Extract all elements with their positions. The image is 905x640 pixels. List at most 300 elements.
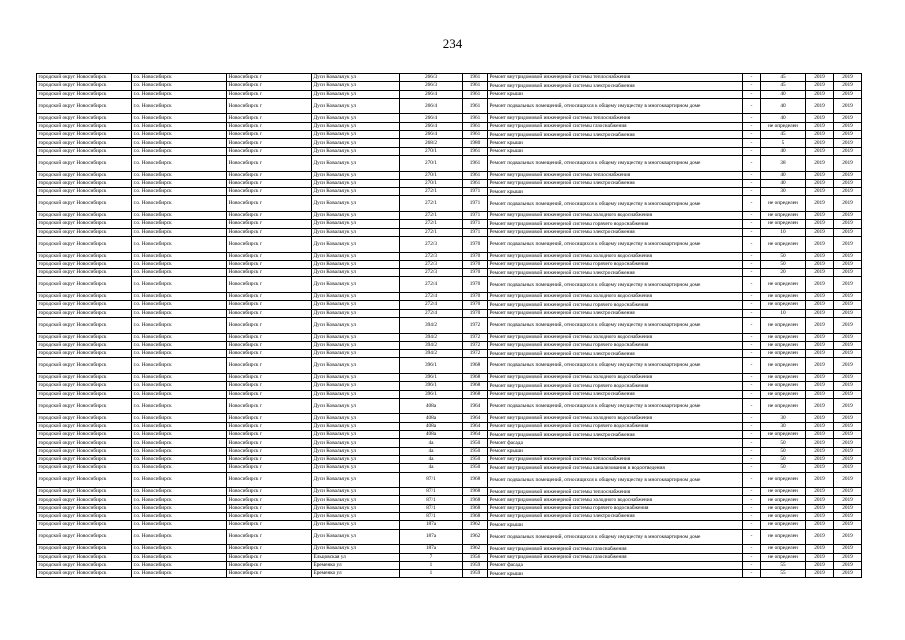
table-row	[37, 301, 862, 309]
amount-cell: не определен	[761, 431, 806, 439]
year-start-cell: 2019	[806, 472, 834, 488]
settlement-cell: г.о. Новосибирск	[132, 98, 227, 114]
amount-cell: не определен	[761, 220, 806, 228]
locality-cell: Новосибирск г	[227, 301, 312, 309]
municipality-cell: городской округ Новосибирск	[37, 333, 132, 341]
year-start-cell: 2019	[806, 293, 834, 301]
amount-cell: не определен	[761, 341, 806, 349]
locality-cell: Новосибирск г	[227, 422, 312, 430]
year-end-cell: 2019	[834, 529, 862, 545]
street-cell: Дуси Ковальчук ул	[312, 179, 400, 187]
house-cell: 1	[400, 561, 463, 569]
locality-cell: Новосибирск г	[227, 561, 312, 569]
locality-cell: Новосибирск г	[227, 131, 312, 139]
street-cell: Дуси Ковальчук ул	[312, 188, 400, 196]
work-type-cell: Ремонт внутридомовой инженерной системы холодного водоснабжения	[488, 496, 743, 504]
year-end-cell: 2019	[834, 301, 862, 309]
municipality-cell: городской округ Новосибирск	[37, 179, 132, 187]
year-end-cell: 2019	[834, 545, 862, 553]
municipality-cell: городской округ Новосибирск	[37, 488, 132, 496]
table-row	[37, 390, 862, 398]
municipality-cell: городской округ Новосибирск	[37, 114, 132, 122]
work-type-cell: Ремонт внутридомовой инженерной системы электроснабжения	[488, 82, 743, 90]
year-end-cell: 2019	[834, 521, 862, 529]
locality-cell: Новосибирск г	[227, 488, 312, 496]
table-row	[37, 317, 862, 333]
table-row	[37, 220, 862, 228]
year-built-cell: 1964	[463, 398, 488, 414]
year-end-cell: 2019	[834, 333, 862, 341]
house-cell: 266/4	[400, 98, 463, 114]
table-row	[37, 212, 862, 220]
table-row	[37, 553, 862, 561]
table-row	[37, 350, 862, 358]
table-row	[37, 521, 862, 529]
year-end-cell: 2019	[834, 196, 862, 212]
street-cell: Дуси Ковальчук ул	[312, 252, 400, 260]
dash-cell: -	[743, 431, 761, 439]
settlement-cell: г.о. Новосибирск	[132, 309, 227, 317]
municipality-cell: городской округ Новосибирск	[37, 472, 132, 488]
table-row	[37, 561, 862, 569]
dash-cell: -	[743, 504, 761, 512]
street-cell: Дуси Ковальчук ул	[312, 382, 400, 390]
amount-cell: 40	[761, 171, 806, 179]
settlement-cell: г.о. Новосибирск	[132, 196, 227, 212]
settlement-cell: г.о. Новосибирск	[132, 504, 227, 512]
table-row	[37, 373, 862, 381]
settlement-cell: г.о. Новосибирск	[132, 188, 227, 196]
amount-cell: не определен	[761, 350, 806, 358]
settlement-cell: г.о. Новосибирск	[132, 382, 227, 390]
street-cell: Дуси Ковальчук ул	[312, 455, 400, 463]
table-row	[37, 431, 862, 439]
table-row	[37, 472, 862, 488]
settlement-cell: г.о. Новосибирск	[132, 114, 227, 122]
amount-cell: 40	[761, 98, 806, 114]
work-type-cell: Ремонт внутридомовой инженерной системы электроснабжения	[488, 350, 743, 358]
amount-cell: не определен	[761, 301, 806, 309]
locality-cell: Новосибирск г	[227, 341, 312, 349]
street-cell: Дуси Ковальчук ул	[312, 293, 400, 301]
amount-cell: 50	[761, 455, 806, 463]
work-type-cell: Ремонт внутридомовой инженерной системы холодного водоснабжения	[488, 414, 743, 422]
settlement-cell: г.о. Новосибирск	[132, 122, 227, 130]
year-start-cell: 2019	[806, 561, 834, 569]
municipality-cell: городской округ Новосибирск	[37, 341, 132, 349]
amount-cell: не определен	[761, 390, 806, 398]
street-cell: Дуси Ковальчук ул	[312, 439, 400, 447]
municipality-cell: городской округ Новосибирск	[37, 382, 132, 390]
amount-cell: не определен	[761, 333, 806, 341]
year-end-cell: 2019	[834, 398, 862, 414]
work-type-cell: Ремонт крыши	[488, 90, 743, 98]
amount-cell: не определен	[761, 293, 806, 301]
table-row	[37, 228, 862, 236]
amount-cell: 45	[761, 82, 806, 90]
year-start-cell: 2019	[806, 439, 834, 447]
year-start-cell: 2019	[806, 358, 834, 374]
work-type-cell: Ремонт внутридомовой инженерной системы газоснабжения	[488, 553, 743, 561]
street-cell: Дуси Ковальчук ул	[312, 98, 400, 114]
dash-cell: -	[743, 252, 761, 260]
year-end-cell: 2019	[834, 373, 862, 381]
table-row	[37, 147, 862, 155]
year-built-cell: 1970	[463, 260, 488, 268]
municipality-cell: городской округ Новосибирск	[37, 496, 132, 504]
settlement-cell: г.о. Новосибирск	[132, 373, 227, 381]
street-cell: Ельцовская ул	[312, 553, 400, 561]
street-cell: Дуси Ковальчук ул	[312, 196, 400, 212]
house-cell: 408а	[400, 414, 463, 422]
work-type-cell: Ремонт подвальных помещений, относящихся к общему имуществу в многоквартирном доме	[488, 358, 743, 374]
amount-cell: не определен	[761, 529, 806, 545]
municipality-cell: городской округ Новосибирск	[37, 561, 132, 569]
locality-cell: Новосибирск г	[227, 252, 312, 260]
year-built-cell: 1959	[463, 561, 488, 569]
year-built-cell: 1972	[463, 341, 488, 349]
municipality-cell: городской округ Новосибирск	[37, 228, 132, 236]
house-cell: 270/1	[400, 171, 463, 179]
year-start-cell: 2019	[806, 390, 834, 398]
dash-cell: -	[743, 390, 761, 398]
work-type-cell: Ремонт подвальных помещений, относящихся к общему имуществу в многоквартирном доме	[488, 236, 743, 252]
street-cell: Дуси Ковальчук ул	[312, 431, 400, 439]
dash-cell: -	[743, 553, 761, 561]
amount-cell: не определен	[761, 472, 806, 488]
municipality-cell: городской округ Новосибирск	[37, 464, 132, 472]
year-built-cell: 1970	[463, 301, 488, 309]
year-end-cell: 2019	[834, 74, 862, 82]
street-cell: Дуси Ковальчук ул	[312, 545, 400, 553]
settlement-cell: г.о. Новосибирск	[132, 236, 227, 252]
work-type-cell: Ремонт внутридомовой инженерной системы горячего водоснабжения	[488, 504, 743, 512]
work-type-cell: Ремонт подвальных помещений, относящихся к общему имуществу в многоквартирном доме	[488, 155, 743, 171]
dash-cell: -	[743, 309, 761, 317]
dash-cell: -	[743, 301, 761, 309]
dash-cell: -	[743, 447, 761, 455]
year-end-cell: 2019	[834, 122, 862, 130]
year-start-cell: 2019	[806, 464, 834, 472]
table-row	[37, 260, 862, 268]
municipality-cell: городской округ Новосибирск	[37, 293, 132, 301]
settlement-cell: г.о. Новосибирск	[132, 447, 227, 455]
dash-cell: -	[743, 570, 761, 578]
street-cell: Дуси Ковальчук ул	[312, 131, 400, 139]
year-built-cell: 1961	[463, 131, 488, 139]
table-row	[37, 82, 862, 90]
year-built-cell: 1968	[463, 472, 488, 488]
year-built-cell: 1962	[463, 545, 488, 553]
dash-cell: -	[743, 317, 761, 333]
table-row	[37, 358, 862, 374]
table-row	[37, 439, 862, 447]
locality-cell: Новосибирск г	[227, 333, 312, 341]
year-built-cell: 1961	[463, 74, 488, 82]
street-cell: Дуси Ковальчук ул	[312, 277, 400, 293]
work-type-cell: Ремонт внутридомовой инженерной системы электроснабжения	[488, 390, 743, 398]
year-start-cell: 2019	[806, 414, 834, 422]
dash-cell: -	[743, 455, 761, 463]
dash-cell: -	[743, 439, 761, 447]
table-row	[37, 139, 862, 147]
year-start-cell: 2019	[806, 269, 834, 277]
dash-cell: -	[743, 358, 761, 374]
year-end-cell: 2019	[834, 341, 862, 349]
year-start-cell: 2019	[806, 228, 834, 236]
street-cell: Дуси Ковальчук ул	[312, 513, 400, 521]
year-built-cell: 1971	[463, 196, 488, 212]
municipality-cell: городской округ Новосибирск	[37, 358, 132, 374]
street-cell: Дуси Ковальчук ул	[312, 414, 400, 422]
year-end-cell: 2019	[834, 358, 862, 374]
year-built-cell: 1959	[463, 570, 488, 578]
municipality-cell: городской округ Новосибирск	[37, 373, 132, 381]
locality-cell: Новосибирск г	[227, 309, 312, 317]
work-type-cell: Ремонт подвальных помещений, относящихся к общему имуществу в многоквартирном доме	[488, 277, 743, 293]
amount-cell: не определен	[761, 488, 806, 496]
locality-cell: Новосибирск г	[227, 293, 312, 301]
municipality-cell: городской округ Новосибирск	[37, 188, 132, 196]
year-end-cell: 2019	[834, 131, 862, 139]
table-row	[37, 545, 862, 553]
dash-cell: -	[743, 196, 761, 212]
dash-cell: -	[743, 147, 761, 155]
house-cell: 7	[400, 553, 463, 561]
locality-cell: Новосибирск г	[227, 350, 312, 358]
table-row	[37, 74, 862, 82]
year-end-cell: 2019	[834, 188, 862, 196]
amount-cell: 50	[761, 260, 806, 268]
house-cell: 396/1	[400, 358, 463, 374]
house-cell: 1	[400, 570, 463, 578]
year-end-cell: 2019	[834, 98, 862, 114]
municipality-cell: городской округ Новосибирск	[37, 553, 132, 561]
year-start-cell: 2019	[806, 422, 834, 430]
amount-cell: 30	[761, 414, 806, 422]
table-row	[37, 252, 862, 260]
year-end-cell: 2019	[834, 496, 862, 504]
house-cell: 272/4	[400, 277, 463, 293]
year-built-cell: 1964	[463, 431, 488, 439]
settlement-cell: г.о. Новосибирск	[132, 228, 227, 236]
year-start-cell: 2019	[806, 504, 834, 512]
locality-cell: Новосибирск г	[227, 155, 312, 171]
work-type-cell: Ремонт внутридомовой инженерной системы электроснабжения	[488, 431, 743, 439]
street-cell: Дуси Ковальчук ул	[312, 472, 400, 488]
amount-cell: не определен	[761, 236, 806, 252]
work-type-cell: Ремонт крыши	[488, 521, 743, 529]
house-cell: 266/4	[400, 114, 463, 122]
work-type-cell: Ремонт внутридомовой инженерной системы теплоснабжения	[488, 74, 743, 82]
municipality-cell: городской округ Новосибирск	[37, 521, 132, 529]
municipality-cell: городской округ Новосибирск	[37, 309, 132, 317]
municipality-cell: городской округ Новосибирск	[37, 431, 132, 439]
street-cell: Дуси Ковальчук ул	[312, 228, 400, 236]
year-built-cell: 1964	[463, 422, 488, 430]
house-cell: 266/4	[400, 122, 463, 130]
amount-cell: не определен	[761, 496, 806, 504]
table-row	[37, 422, 862, 430]
settlement-cell: г.о. Новосибирск	[132, 496, 227, 504]
locality-cell: Новосибирск г	[227, 212, 312, 220]
locality-cell: Новосибирск г	[227, 269, 312, 277]
settlement-cell: г.о. Новосибирск	[132, 131, 227, 139]
street-cell: Дуси Ковальчук ул	[312, 398, 400, 414]
year-end-cell: 2019	[834, 414, 862, 422]
house-cell: 87/1	[400, 513, 463, 521]
settlement-cell: г.о. Новосибирск	[132, 82, 227, 90]
settlement-cell: г.о. Новосибирск	[132, 513, 227, 521]
dash-cell: -	[743, 333, 761, 341]
year-start-cell: 2019	[806, 455, 834, 463]
year-start-cell: 2019	[806, 131, 834, 139]
year-built-cell: 1950	[463, 447, 488, 455]
year-built-cell: 1968	[463, 358, 488, 374]
house-cell: 272/3	[400, 252, 463, 260]
dash-cell: -	[743, 90, 761, 98]
dash-cell: -	[743, 171, 761, 179]
work-type-cell: Ремонт подвальных помещений, относящихся к общему имуществу в многоквартирном доме	[488, 317, 743, 333]
street-cell: Дуси Ковальчук ул	[312, 496, 400, 504]
amount-cell: 45	[761, 131, 806, 139]
dash-cell: -	[743, 188, 761, 196]
table-row	[37, 398, 862, 414]
table-row	[37, 496, 862, 504]
table-row	[37, 179, 862, 187]
municipality-cell: городской округ Новосибирск	[37, 422, 132, 430]
year-end-cell: 2019	[834, 171, 862, 179]
year-built-cell: 1970	[463, 236, 488, 252]
dash-cell: -	[743, 220, 761, 228]
work-type-cell: Ремонт внутридомовой инженерной системы электроснабжения	[488, 131, 743, 139]
house-cell: 408а	[400, 398, 463, 414]
dash-cell: -	[743, 496, 761, 504]
year-end-cell: 2019	[834, 464, 862, 472]
municipality-cell: городской округ Новосибирск	[37, 147, 132, 155]
amount-cell: 55	[761, 570, 806, 578]
year-end-cell: 2019	[834, 382, 862, 390]
amount-cell: 30	[761, 422, 806, 430]
street-cell: Дуси Ковальчук ул	[312, 236, 400, 252]
house-cell: 394/2	[400, 350, 463, 358]
work-type-cell: Ремонт крыши	[488, 147, 743, 155]
amount-cell: 10	[761, 309, 806, 317]
settlement-cell: г.о. Новосибирск	[132, 561, 227, 569]
settlement-cell: г.о. Новосибирск	[132, 74, 227, 82]
year-built-cell: 1971	[463, 188, 488, 196]
year-end-cell: 2019	[834, 260, 862, 268]
street-cell: Дуси Ковальчук ул	[312, 90, 400, 98]
locality-cell: Новосибирск г	[227, 98, 312, 114]
table-row	[37, 196, 862, 212]
house-cell: 272/1	[400, 220, 463, 228]
year-start-cell: 2019	[806, 155, 834, 171]
dash-cell: -	[743, 521, 761, 529]
municipality-cell: городской округ Новосибирск	[37, 447, 132, 455]
work-type-cell: Ремонт внутридомовой инженерной системы холодного водоснабжения	[488, 293, 743, 301]
dash-cell: -	[743, 212, 761, 220]
municipality-cell: городской округ Новосибирск	[37, 414, 132, 422]
amount-cell: 40	[761, 147, 806, 155]
table-row	[37, 382, 862, 390]
table-row	[37, 98, 862, 114]
municipality-cell: городской округ Новосибирск	[37, 260, 132, 268]
amount-cell: не определен	[761, 513, 806, 521]
municipality-cell: городской округ Новосибирск	[37, 390, 132, 398]
year-start-cell: 2019	[806, 545, 834, 553]
year-built-cell: 1968	[463, 488, 488, 496]
street-cell: Дуси Ковальчук ул	[312, 422, 400, 430]
year-built-cell: 1961	[463, 114, 488, 122]
street-cell: Дуси Ковальчук ул	[312, 114, 400, 122]
street-cell: Дуси Ковальчук ул	[312, 350, 400, 358]
table-row	[37, 341, 862, 349]
municipality-cell: городской округ Новосибирск	[37, 171, 132, 179]
year-built-cell: 1961	[463, 98, 488, 114]
year-start-cell: 2019	[806, 496, 834, 504]
municipality-cell: городской округ Новосибирск	[37, 545, 132, 553]
house-cell: 87/1	[400, 488, 463, 496]
settlement-cell: г.о. Новосибирск	[132, 212, 227, 220]
work-type-cell: Ремонт внутридомовой инженерной системы теплоснабжения	[488, 171, 743, 179]
locality-cell: Новосибирск г	[227, 147, 312, 155]
amount-cell: 40	[761, 90, 806, 98]
amount-cell: 50	[761, 439, 806, 447]
work-type-cell: Ремонт подвальных помещений, относящихся к общему имуществу в многоквартирном доме	[488, 472, 743, 488]
year-end-cell: 2019	[834, 455, 862, 463]
municipality-cell: городской округ Новосибирск	[37, 236, 132, 252]
municipality-cell: городской округ Новосибирск	[37, 269, 132, 277]
municipality-cell: городской округ Новосибирск	[37, 139, 132, 147]
settlement-cell: г.о. Новосибирск	[132, 529, 227, 545]
street-cell: Дуси Ковальчук ул	[312, 301, 400, 309]
house-cell: 272/3	[400, 236, 463, 252]
house-cell: 187а	[400, 529, 463, 545]
dash-cell: -	[743, 236, 761, 252]
municipality-cell: городской округ Новосибирск	[37, 513, 132, 521]
year-start-cell: 2019	[806, 553, 834, 561]
street-cell: Дуси Ковальчук ул	[312, 269, 400, 277]
table-row	[37, 188, 862, 196]
municipality-cell: городской округ Новосибирск	[37, 301, 132, 309]
locality-cell: Новосибирск г	[227, 431, 312, 439]
street-cell: Дуси Ковальчук ул	[312, 139, 400, 147]
amount-cell: не определен	[761, 398, 806, 414]
locality-cell: Новосибирск г	[227, 139, 312, 147]
work-type-cell: Ремонт внутридомовой инженерной системы холодного водоснабжения	[488, 333, 743, 341]
table-row	[37, 114, 862, 122]
work-type-cell: Ремонт подвальных помещений, относящихся к общему имуществу в многоквартирном доме	[488, 529, 743, 545]
house-cell: 272/4	[400, 293, 463, 301]
settlement-cell: г.о. Новосибирск	[132, 155, 227, 171]
year-end-cell: 2019	[834, 179, 862, 187]
settlement-cell: г.о. Новосибирск	[132, 358, 227, 374]
table-row	[37, 90, 862, 98]
year-start-cell: 2019	[806, 220, 834, 228]
year-start-cell: 2019	[806, 196, 834, 212]
municipality-cell: городской округ Новосибирск	[37, 212, 132, 220]
year-built-cell: 1961	[463, 122, 488, 130]
street-cell: Дуси Ковальчук ул	[312, 464, 400, 472]
table-row	[37, 488, 862, 496]
work-type-cell: Ремонт внутридомовой инженерной системы электроснабжения	[488, 309, 743, 317]
year-start-cell: 2019	[806, 188, 834, 196]
locality-cell: Новосибирск г	[227, 260, 312, 268]
year-built-cell: 1972	[463, 350, 488, 358]
year-start-cell: 2019	[806, 431, 834, 439]
amount-cell: 50	[761, 447, 806, 455]
